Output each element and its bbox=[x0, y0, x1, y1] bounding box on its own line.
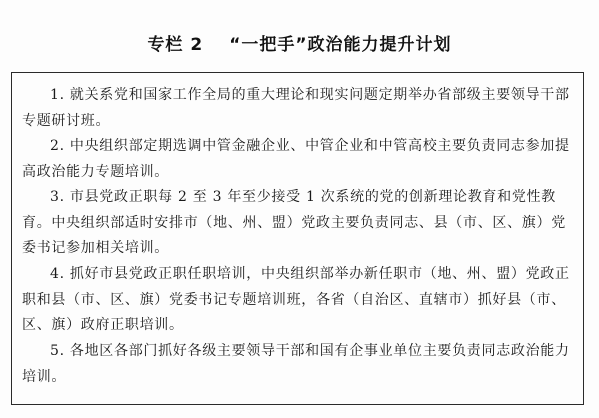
list-item-1: 1. 就关系党和国家工作全局的重大理论和现实问题定期举办省部级主要领导干部专题研讨班。 bbox=[22, 87, 570, 129]
list-item-5: 5. 各地区各部门抓好各级主要领导干部和国有企事业单位主要负责同志政治能力培训。 bbox=[22, 343, 570, 385]
box-label: 专栏 2 bbox=[147, 35, 204, 55]
box-heading: “一把手”政治能力提升计划 bbox=[229, 35, 452, 55]
box-title bbox=[0, 30, 599, 55]
list-item-3: 3. 市县党政正职每 2 至 3 年至少接受 1 次系统的党的创新理论教育和党性教育。中央组织部适时安排市（地、州、盟）党政主要负责同志、县（市、区、旗）党委书记参加相关培训。 bbox=[22, 189, 566, 257]
list-item-4: 4. 抓好市县党政正职任职培训，中央组织部举办新任职市（地、州、盟）党政正职和县（市、区、旗）党委书记专题培训班，各省（自治区、直辖市）抓好县（市、区、旗）政府正职培训。 bbox=[22, 266, 570, 334]
list-item-2: 2. 中央组织部定期选调中管金融企业、中管企业和中管高校主要负责同志参加提高政治能力专题培训。 bbox=[22, 138, 570, 180]
